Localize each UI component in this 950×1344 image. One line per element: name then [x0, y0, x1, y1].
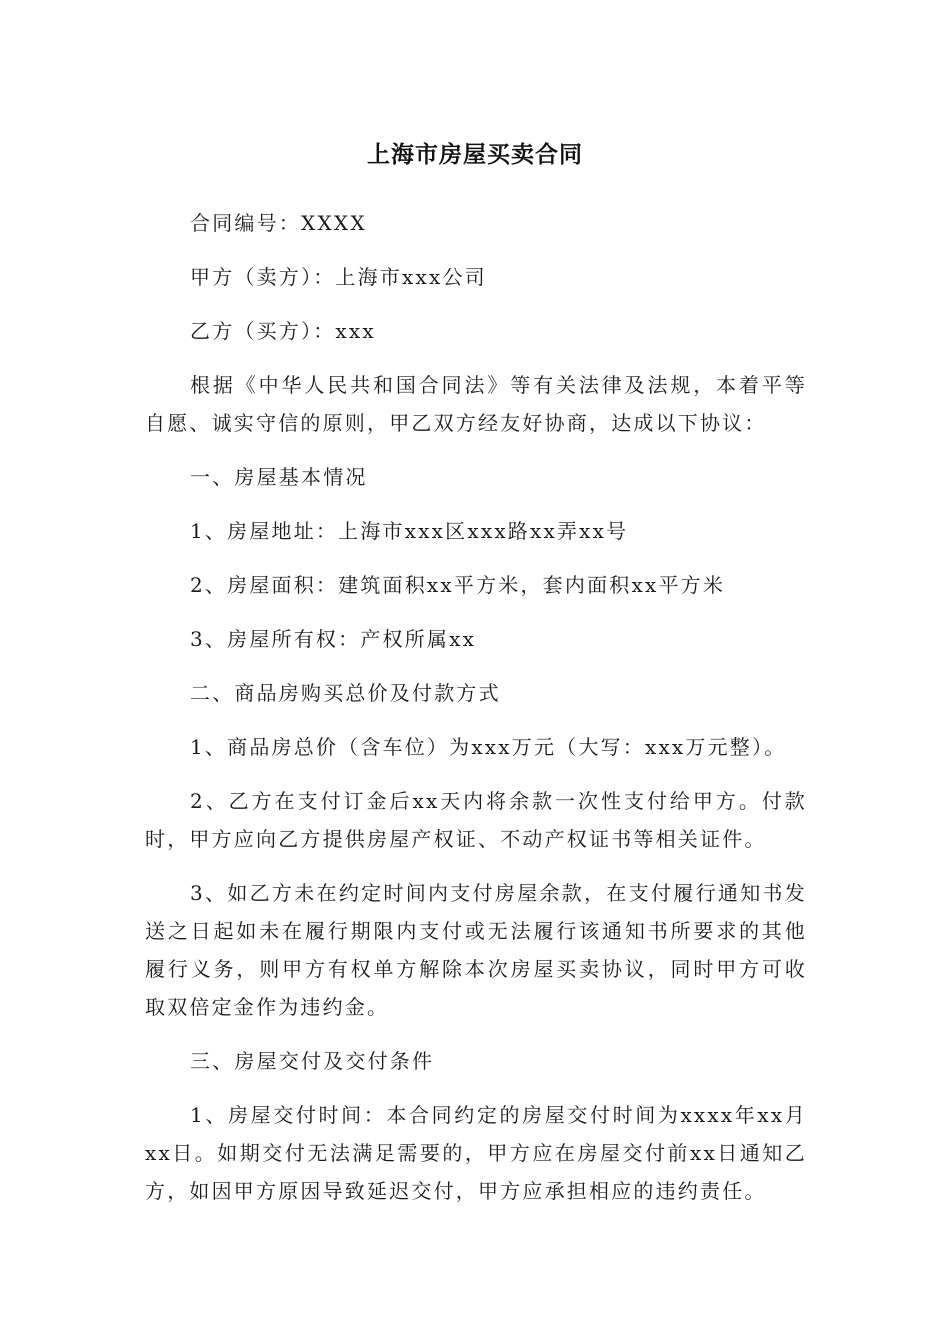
clause-2-3: 3、如乙方未在约定时间内支付房屋余款，在支付履行通知书发送之日起如未在履行期限内支付或无法履行该通知书所要求的其他履行义务，则甲方有权单方解除本次房屋买卖协议，同时甲方可收取双倍定金作为违约金。 — [145, 881, 807, 1019]
clause-2-2: 2、乙方在支付订金后xx天内将余款一次性支付给甲方。付款时，甲方应向乙方提供房屋产权证、不动产权证书等相关证件。 — [145, 789, 807, 851]
party-a: 甲方（卖方）：上海市xxx公司 — [190, 265, 487, 289]
clause-1-2: 2、房屋面积：建筑面积xx平方米，套内面积xx平方米 — [190, 573, 726, 597]
clause-1-1: 1、房屋地址：上海市xxx区xxx路xx弄xx号 — [190, 519, 629, 543]
party-b: 乙方（买方）：xxx — [190, 319, 376, 343]
preamble-paragraph: 根据《中华人民共和国合同法》等有关法律及法规，本着平等自愿、诚实守信的原则，甲乙双方经友好协商，达成以下协议： — [145, 373, 807, 435]
document-body — [145, 204, 807, 1226]
section-heading-1: 一、房屋基本情况 — [190, 465, 368, 489]
clause-1-3: 3、房屋所有权：产权所属xx — [190, 627, 477, 651]
document-title: 上海市房屋买卖合同 — [367, 142, 583, 168]
section-heading-2: 二、商品房购买总价及付款方式 — [190, 681, 501, 705]
contract-number: 合同编号：XXXX — [190, 211, 367, 235]
section-heading-3: 三、房屋交付及交付条件 — [190, 1049, 435, 1073]
clause-3-1: 1、房屋交付时间：本合同约定的房屋交付时间为xxxx年xx月xx日。如期交付无法满足需要的，甲方应在房屋交付前xx日通知乙方，如因甲方原因导致延迟交付，甲方应承担相应的违约责任。 — [145, 1103, 807, 1203]
clause-2-1: 1、商品房总价（含车位）为xxx万元（大写：xxx万元整）。 — [190, 735, 787, 759]
